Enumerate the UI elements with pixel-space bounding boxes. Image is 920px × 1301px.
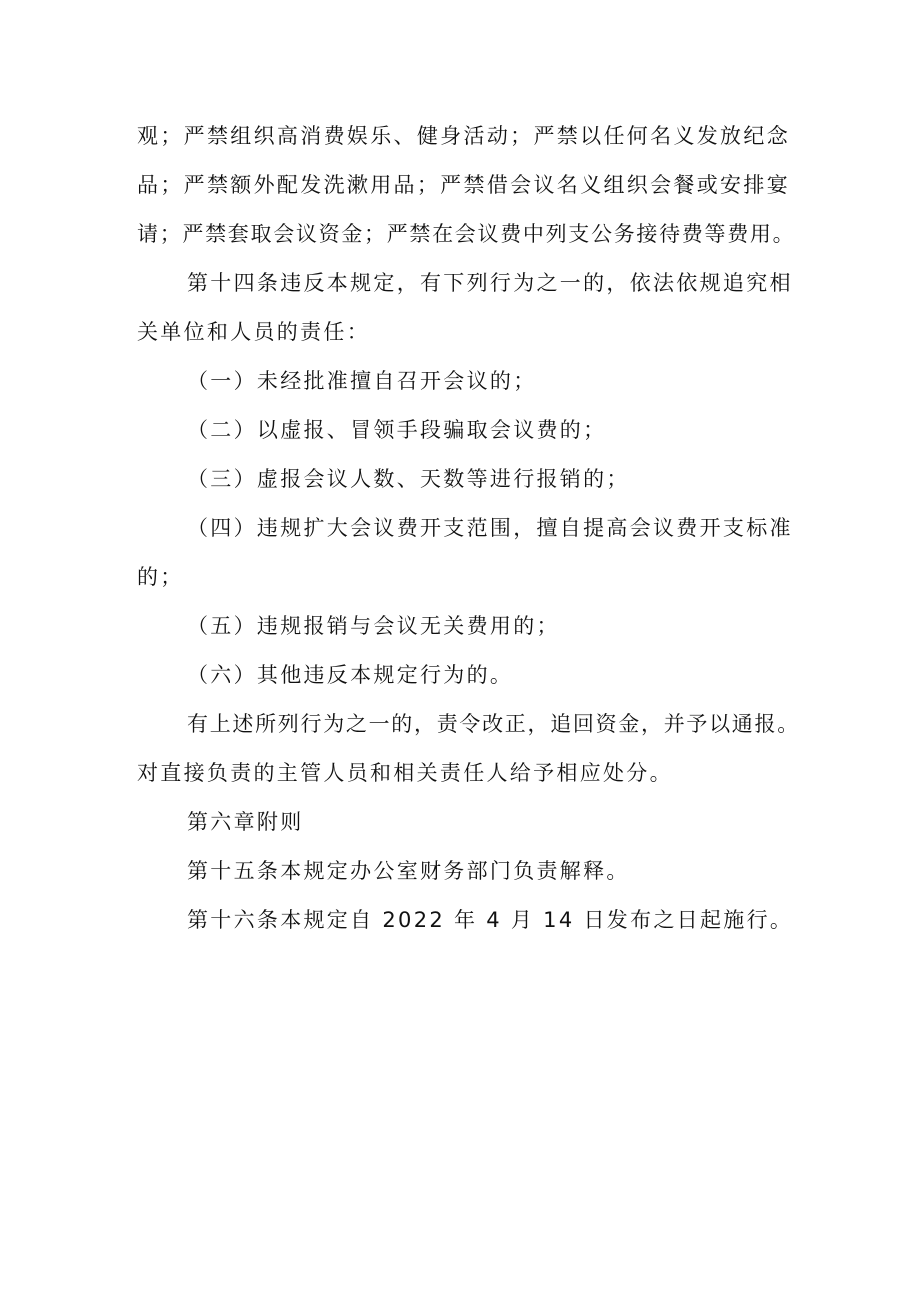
- chapter-heading: 第六章附则: [187, 810, 304, 834]
- list-item: （二）以虚报、冒领手段骗取会议费的；: [187, 418, 607, 442]
- text-line: 关单位和人员的责任：: [137, 320, 370, 344]
- text-line: 观；严禁组织高消费娱乐、健身活动；严禁以任何名义发放纪念: [137, 124, 790, 148]
- text-line: 有上述所列行为之一的，责令改正，追回资金，并予以通报。: [187, 712, 800, 736]
- text-line: 请；严禁套取会议资金；严禁在会议费中列支公务接待费等费用。: [137, 222, 796, 246]
- text-line: 品；严禁额外配发洗漱用品；严禁借会议名义组织会餐或安排宴: [137, 173, 790, 197]
- list-item: （一）未经批准擅自召开会议的；: [187, 369, 537, 393]
- list-item: （三）虚报会议人数、天数等进行报销的；: [187, 467, 630, 491]
- article-14-heading-line: 第十四条违反本规定，有下列行为之一的，依法依规追究相: [187, 271, 793, 295]
- list-item: （五）违规报销与会议无关费用的；: [187, 614, 560, 638]
- text-line: 对直接负责的主管人员和相关责任人给予相应处分。: [137, 761, 673, 785]
- list-item: （四）违规扩大会议费开支范围，擅自提高会议费开支标准: [187, 516, 793, 540]
- list-item: （六）其他违反本规定行为的。: [187, 663, 514, 687]
- article-16-line: 第十六条本规定自 2022 年 4 月 14 日发布之日起施行。: [187, 908, 794, 932]
- text-line: 的；: [137, 565, 184, 589]
- article-15-line: 第十五条本规定办公室财务部门负责解释。: [187, 859, 630, 883]
